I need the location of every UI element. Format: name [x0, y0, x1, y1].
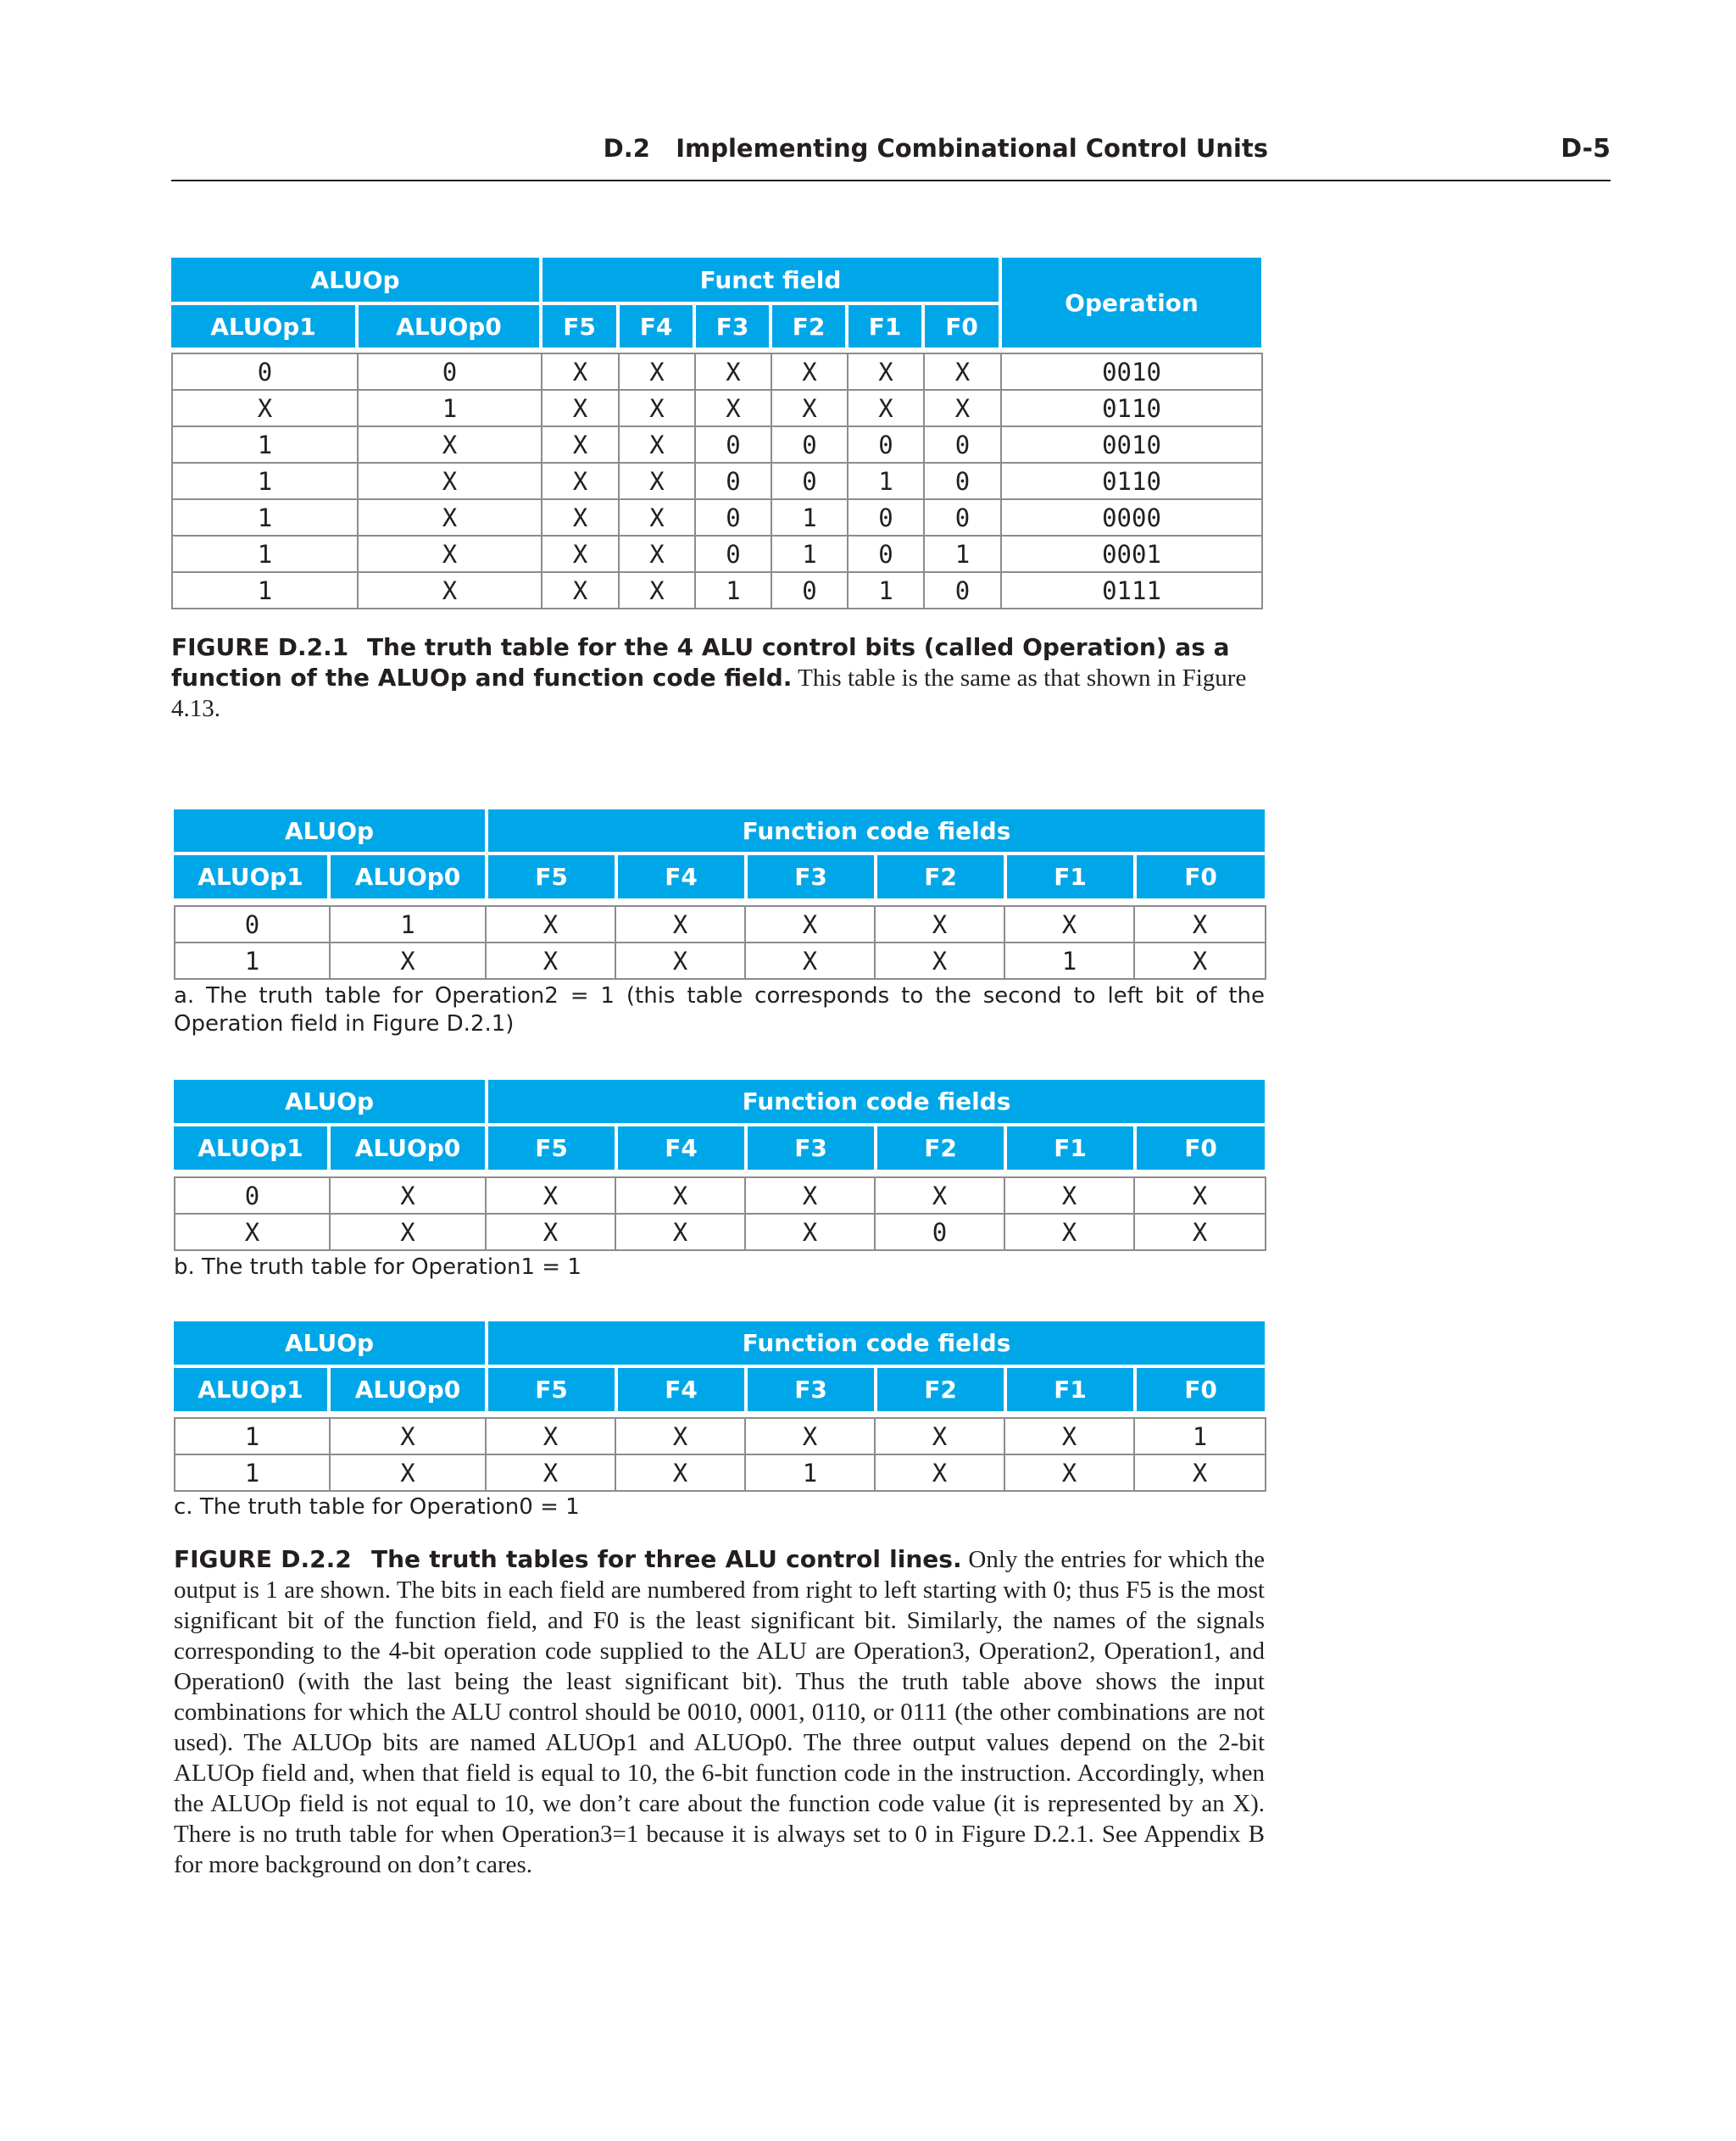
table-cell: 1	[172, 426, 358, 463]
table-cell: 0	[771, 463, 848, 499]
col-aluop0-header: ALUOp0	[331, 1368, 485, 1411]
table-cell: X	[924, 390, 1001, 426]
table-cell: X	[175, 1214, 330, 1250]
table-cell: X	[615, 1418, 745, 1454]
table-cell: X	[1134, 906, 1266, 943]
table-cell: X	[358, 499, 542, 536]
col-f5-header: F5	[488, 1368, 615, 1411]
table-row	[175, 906, 1266, 943]
table-cell: X	[615, 1454, 745, 1491]
table-cell: X	[745, 1177, 875, 1214]
table-cell: 0	[695, 426, 771, 463]
table-cell: 1	[1134, 1418, 1266, 1454]
col-f3-header: F3	[748, 1126, 874, 1170]
table-cell: X	[330, 1214, 486, 1250]
table-cell: X	[172, 390, 358, 426]
table-cell: 0	[771, 572, 848, 609]
table-cell: 0	[172, 353, 358, 390]
table-cell: X	[330, 1418, 486, 1454]
col-aluop1-header: ALUOp1	[174, 855, 327, 898]
table-cell: 0010	[1001, 426, 1262, 463]
table-cell: X	[619, 463, 695, 499]
funct-field-group-header: Funct field	[542, 258, 999, 302]
table-cell: X	[1134, 1214, 1266, 1250]
table-cell: X	[619, 353, 695, 390]
table-cell: X	[848, 353, 924, 390]
table-cell: X	[1004, 1454, 1134, 1491]
operation1-body	[174, 1176, 1266, 1251]
header-rule	[171, 180, 1611, 181]
table-cell: 1	[175, 943, 330, 979]
aluop-group-header: ALUOp	[174, 1321, 485, 1365]
table-cell: 1	[848, 572, 924, 609]
caption-title: The truth tables for three ALU control lines.	[370, 1545, 962, 1573]
figure-label: FIGURE D.2.2	[174, 1545, 352, 1573]
table-cell: 1	[771, 499, 848, 536]
col-f0-header: F0	[1137, 1126, 1265, 1170]
table-c-caption: c. The truth table for Operation0 = 1	[174, 1494, 580, 1520]
col-aluop0-header: ALUOp0	[331, 855, 485, 898]
table-cell: 0110	[1001, 390, 1262, 426]
table-cell: X	[542, 463, 619, 499]
operation2-body	[174, 905, 1266, 980]
table-cell: X	[771, 390, 848, 426]
table-cell: 0110	[1001, 463, 1262, 499]
table-cell: 0	[175, 906, 330, 943]
figure-d21-caption	[171, 632, 1265, 724]
table-cell: 1	[172, 499, 358, 536]
table-row	[172, 499, 1262, 536]
table-cell: 0	[771, 426, 848, 463]
table-cell: X	[619, 426, 695, 463]
table-row	[172, 463, 1262, 499]
table-cell: X	[771, 353, 848, 390]
table-cell: 1	[172, 463, 358, 499]
table-cell: X	[745, 1418, 875, 1454]
table-cell: 0	[695, 463, 771, 499]
col-f1-header: F1	[1007, 1368, 1133, 1411]
table-cell: X	[542, 572, 619, 609]
table-cell: X	[1134, 1177, 1266, 1214]
function-code-fields-header: Function code fields	[488, 809, 1265, 852]
table-cell: 1	[172, 572, 358, 609]
table-cell: 0	[848, 499, 924, 536]
table-row	[172, 426, 1262, 463]
table-cell: X	[1134, 1454, 1266, 1491]
table-cell: X	[542, 390, 619, 426]
table-cell: X	[745, 906, 875, 943]
col-aluop1-header: ALUOp1	[171, 305, 355, 348]
table-cell: X	[875, 943, 1004, 979]
col-f0-header: F0	[1137, 855, 1265, 898]
table-cell: X	[486, 1454, 615, 1491]
table-cell: X	[486, 943, 615, 979]
table-cell: 1	[848, 463, 924, 499]
caption-text: This table is the same as that shown in Figure 4.13.	[171, 665, 1247, 722]
page-number: D-5	[1561, 134, 1611, 164]
col-aluop0-header: ALUOp0	[359, 305, 539, 348]
caption-title: The truth table for the 4 ALU control bits (called Operation) as a function of the ALUOp and function code field.	[171, 633, 1230, 692]
col-aluop1-header: ALUOp1	[174, 1126, 327, 1170]
table-cell: X	[615, 906, 745, 943]
aluop-group-header: ALUOp	[171, 258, 539, 302]
table-cell: 0111	[1001, 572, 1262, 609]
table-row	[175, 1454, 1266, 1491]
table-cell: X	[358, 536, 542, 572]
table-cell: X	[924, 353, 1001, 390]
table-cell: X	[330, 1177, 486, 1214]
table-cell: X	[542, 353, 619, 390]
table-cell: X	[1134, 943, 1266, 979]
table-cell: 0	[848, 426, 924, 463]
table-row	[172, 390, 1262, 426]
table-cell: X	[486, 1177, 615, 1214]
col-f2-header: F2	[772, 305, 845, 348]
table-row	[175, 943, 1266, 979]
table-cell: X	[619, 572, 695, 609]
col-f0-header: F0	[925, 305, 999, 348]
table-cell: X	[619, 536, 695, 572]
col-f0-header: F0	[1137, 1368, 1265, 1411]
col-aluop0-header: ALUOp0	[331, 1126, 485, 1170]
table-cell: X	[358, 426, 542, 463]
table-cell: X	[619, 499, 695, 536]
aluop-group-header: ALUOp	[174, 809, 485, 852]
table-cell: X	[330, 1454, 486, 1491]
table-cell: 1	[1004, 943, 1134, 979]
table-row	[175, 1177, 1266, 1214]
figure-d22-caption	[174, 1544, 1265, 1880]
operation0-body	[174, 1417, 1266, 1492]
table-cell: 1	[175, 1418, 330, 1454]
table-row	[172, 536, 1262, 572]
col-f5-header: F5	[488, 855, 615, 898]
table-cell: 0	[175, 1177, 330, 1214]
table-cell: X	[1004, 1177, 1134, 1214]
figure-label: FIGURE D.2.1	[171, 633, 349, 661]
table-row	[175, 1418, 1266, 1454]
table-cell: X	[542, 536, 619, 572]
table-cell: X	[695, 390, 771, 426]
function-code-fields-header: Function code fields	[488, 1080, 1265, 1123]
table-cell: 0	[358, 353, 542, 390]
table-cell: 1	[695, 572, 771, 609]
table-cell: 0	[848, 536, 924, 572]
table-cell: 1	[175, 1454, 330, 1491]
table-cell: X	[875, 1418, 1004, 1454]
caption-text: Only the entries for which the output is 1 are shown. The bits in each field are numbered from right to left starting with 0; thus F5 is the most significant bit of the function field, and F0 is the least significant bit. Similarly, the names of the signals corresponding to the 4-bit operation code supplied to the ALU are Operation3, Operation2, Operation1, and Operation0 (with the last being the least significant bit). Thus the truth table above shows the input combinations for which the ALU control should be 0010, 0001, 0110, or 0111 (the other combinations are not used). The ALUOp bits are named ALUOp1 and ALUOp0. The three output values depend on the 2-bit ALUOp field and, when that field is equal to 10, the 6-bit function code in the instruction. Accordingly, when the ALUOp field is not equal to 10, we don’t care about the function code value (it is represented by an X). There is no truth table for when Operation3=1 because it is always set to 0 in Figure D.2.1. See Appendix B for more background on don’t cares.	[174, 1546, 1266, 1878]
table-cell: 0000	[1001, 499, 1262, 536]
col-f1-header: F1	[1007, 1126, 1133, 1170]
table-cell: 1	[358, 390, 542, 426]
col-f4-header: F4	[620, 305, 693, 348]
table-cell: X	[358, 463, 542, 499]
col-f2-header: F2	[877, 1368, 1004, 1411]
table-cell: 0001	[1001, 536, 1262, 572]
table-cell: 0	[695, 499, 771, 536]
table-cell: X	[486, 1418, 615, 1454]
table-cell: X	[1004, 906, 1134, 943]
table-cell: X	[745, 1214, 875, 1250]
table-cell: X	[695, 353, 771, 390]
col-f2-header: F2	[877, 1126, 1004, 1170]
table-cell: X	[542, 499, 619, 536]
table-cell: X	[1004, 1214, 1134, 1250]
col-f1-header: F1	[1007, 855, 1133, 898]
table-cell: 0	[924, 463, 1001, 499]
table-cell: X	[875, 1177, 1004, 1214]
col-f3-header: F3	[748, 1368, 874, 1411]
table-cell: 0	[695, 536, 771, 572]
table-cell: 0	[875, 1214, 1004, 1250]
table-cell: X	[875, 906, 1004, 943]
col-f5-header: F5	[488, 1126, 615, 1170]
table-row	[172, 353, 1262, 390]
col-aluop1-header: ALUOp1	[174, 1368, 327, 1411]
col-f4-header: F4	[618, 1368, 744, 1411]
table-a-caption: a. The truth table for Operation2 = 1 (this table corresponds to the second to left bit of the Operation field in Figure D.2.1)	[174, 983, 1265, 1037]
function-code-fields-header: Function code fields	[488, 1321, 1265, 1365]
table-cell: X	[745, 943, 875, 979]
table-cell: X	[619, 390, 695, 426]
table-cell: X	[358, 572, 542, 609]
col-f3-header: F3	[696, 305, 769, 348]
table-row	[175, 1214, 1266, 1250]
col-f2-header: F2	[877, 855, 1004, 898]
table-cell: X	[875, 1454, 1004, 1491]
col-f5-header: F5	[542, 305, 616, 348]
table-cell: 1	[771, 536, 848, 572]
col-f3-header: F3	[748, 855, 874, 898]
col-f4-header: F4	[618, 1126, 744, 1170]
aluop-group-header: ALUOp	[174, 1080, 485, 1123]
table-cell: X	[1004, 1418, 1134, 1454]
table-cell: X	[486, 1214, 615, 1250]
col-f4-header: F4	[618, 855, 744, 898]
table-b-caption: b. The truth table for Operation1 = 1	[174, 1254, 581, 1280]
table-cell: X	[615, 1214, 745, 1250]
table-cell: 0010	[1001, 353, 1262, 390]
table-cell: X	[848, 390, 924, 426]
table-cell: 1	[924, 536, 1001, 572]
table-cell: 0	[924, 426, 1001, 463]
table-cell: X	[542, 426, 619, 463]
table-cell: X	[615, 943, 745, 979]
table-cell: 1	[172, 536, 358, 572]
table-cell: X	[330, 943, 486, 979]
table-cell: 0	[924, 572, 1001, 609]
table-cell: 1	[745, 1454, 875, 1491]
operation-header: Operation	[1002, 258, 1261, 348]
section-title: D.2 Implementing Combinational Control Units	[603, 134, 1268, 163]
table-cell: X	[486, 906, 615, 943]
figure-d21-body	[171, 353, 1263, 609]
table-cell: 0	[924, 499, 1001, 536]
table-cell: 1	[330, 906, 486, 943]
col-f1-header: F1	[849, 305, 921, 348]
table-cell: X	[615, 1177, 745, 1214]
table-row	[172, 572, 1262, 609]
